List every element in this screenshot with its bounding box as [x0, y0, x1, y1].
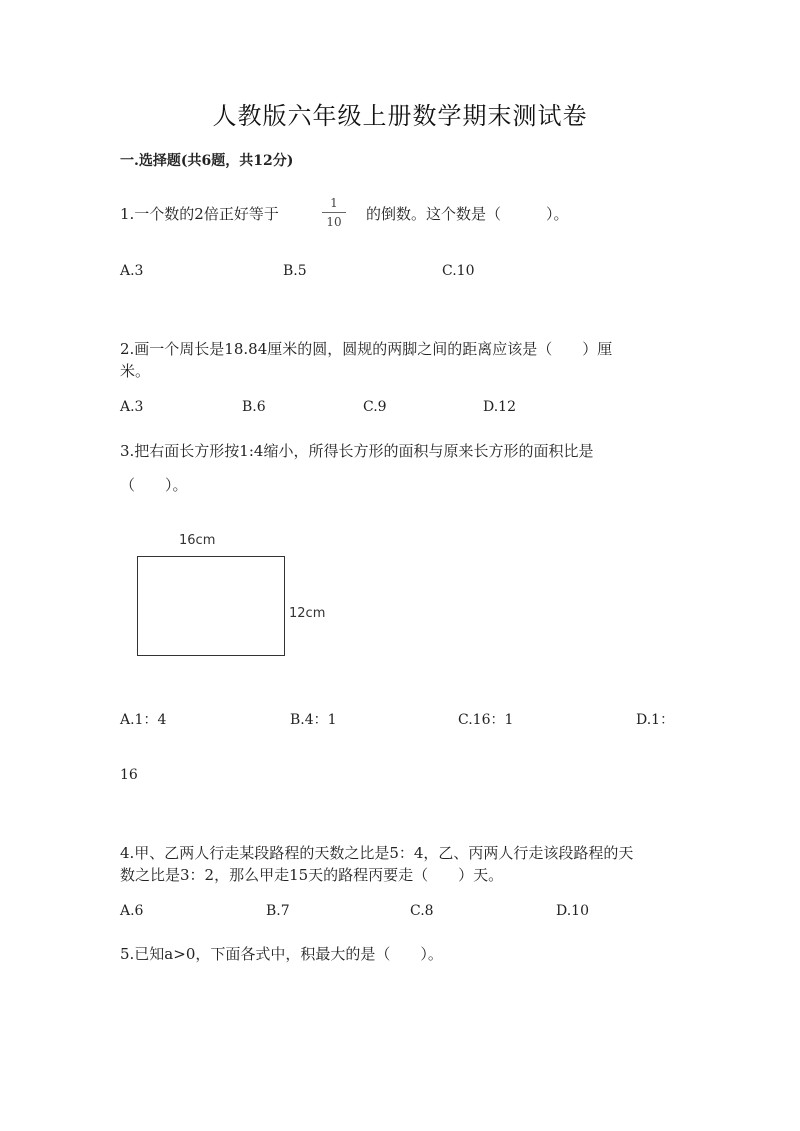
q1-text-before: 1.一个数的2倍正好等于 — [120, 205, 279, 223]
q1-option-a: A.3 — [120, 263, 144, 279]
q4-line2: 数之比是3：2，那么甲走15天的路程丙要走（ ）天。 — [120, 866, 504, 884]
q2-option-d: D.12 — [483, 399, 516, 415]
q2-option-b: B.6 — [242, 399, 266, 415]
q3-option-a: A.1：4 — [120, 712, 167, 728]
q2-line2: 米。 — [120, 362, 151, 380]
q3-option-d: D.1： — [636, 712, 675, 728]
q4-option-d: D.10 — [556, 903, 589, 919]
q2-option-a: A.3 — [120, 399, 144, 415]
q4-option-a: A.6 — [120, 903, 144, 919]
q1-fraction — [318, 196, 350, 229]
page-title: 人教版六年级上册数学期末测试卷 — [212, 102, 588, 130]
q3-line1: 3.把右面长方形按1:4缩小，所得长方形的面积与原来长方形的面积比是 — [120, 442, 594, 460]
section-heading: 一.选择题(共6题，共12分) — [120, 153, 294, 169]
rectangle-height-label: 12cm — [289, 606, 326, 621]
q2-option-c: C.9 — [363, 399, 387, 415]
q2-line1: 2.画一个周长是18.84厘米的圆，圆规的两脚之间的距离应该是（ ）厘 — [120, 340, 613, 358]
q3-option-c: C.16：1 — [458, 712, 514, 728]
q3-option-b: B.4：1 — [290, 712, 337, 728]
q3-option-d-wrap: 16 — [120, 767, 138, 783]
q5-line1: 5.已知a>0，下面各式中，积最大的是（ ）。 — [120, 945, 443, 963]
rectangle-figure — [137, 556, 285, 656]
rectangle-width-label: 16cm — [179, 533, 216, 548]
fraction-numerator: 1 — [330, 196, 338, 210]
q1-option-c: C.10 — [442, 263, 475, 279]
q4-option-c: C.8 — [410, 903, 434, 919]
q3-line2: （ ）。 — [120, 476, 188, 494]
fraction-bar — [322, 212, 346, 213]
q1-option-b: B.5 — [283, 263, 307, 279]
q4-option-b: B.7 — [266, 903, 290, 919]
fraction-denominator: 10 — [326, 215, 342, 229]
q4-line1: 4.甲、乙两人行走某段路程的天数之比是5：4，乙、丙两人行走该段路程的天 — [120, 844, 634, 862]
q1-text-after: 的倒数。这个数是（ ）。 — [366, 205, 569, 223]
